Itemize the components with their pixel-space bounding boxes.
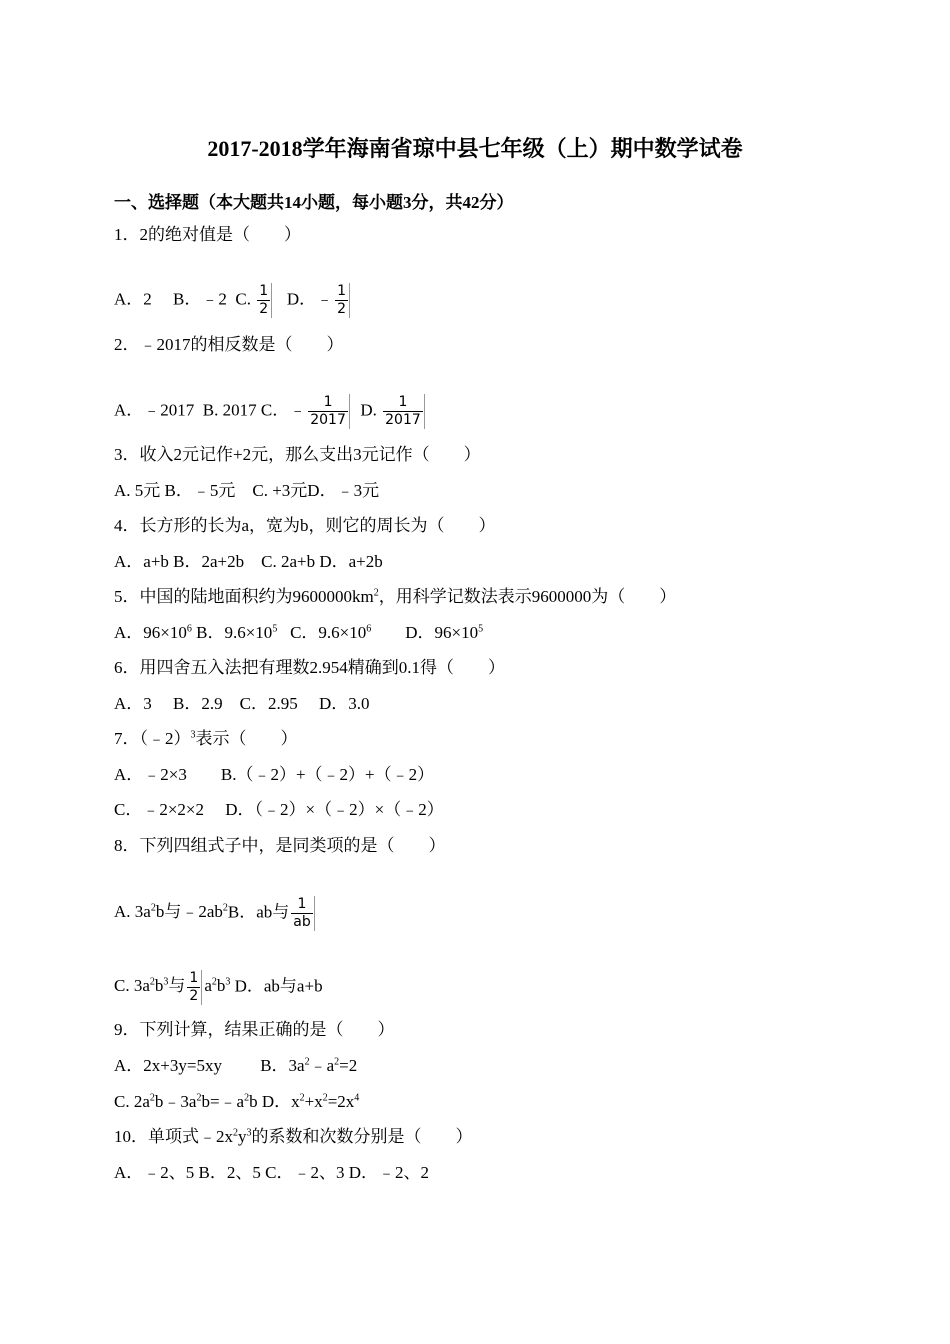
question-2-stem: 2．﹣2017的相反数是（ ）: [114, 335, 344, 354]
question-7-stem: 7．（﹣2）$^3$表示（ ）: [114, 729, 298, 748]
question-9-stem: 9．下列计算，结果正确的是（ ）: [114, 1020, 395, 1039]
question-5-stem: 5．中国的陆地面积约为$9600000km^2$，用科学记数法表示9600000为（ ）: [114, 587, 677, 606]
question-1-options: [114, 283, 352, 318]
option-c: C.: [235, 289, 251, 309]
fraction: $\frac{1}{2}$: [187, 970, 202, 1005]
option-d: D．$96\times 10^5$: [405, 623, 484, 642]
option-a: A．2x+3y=5xy: [114, 1056, 222, 1075]
question-5-options: [114, 622, 483, 644]
question-8-stem: 8．下列四组式子中，是同类项的是（ ）: [114, 836, 446, 855]
question-7-options-cd: C．﹣2×2×2 D．（﹣2）×（﹣2）×（﹣2）: [114, 800, 444, 819]
question-1-stem: 1．2的绝对值是（ ）: [114, 225, 301, 244]
fraction: $\frac{1}{2017}$: [383, 394, 425, 429]
question-4-options: A．a+b B．2a+2b C. 2a+b D．a+2b: [114, 552, 383, 571]
option-b: B．$3a^2﹣a^2=2$: [260, 1056, 358, 1075]
question-7-options-ab: A．﹣2×3 B.（﹣2）+（﹣2）+（﹣2）: [114, 765, 435, 784]
question-3-stem: 3．收入2元记作+2元，那么支出3元记作（ ）: [114, 445, 481, 464]
fraction: $\frac{1}{2}$: [257, 283, 272, 318]
option-b: B．$9.6\times 10^5$: [196, 623, 278, 642]
option-d: D．$x^2+x^2=2x^4$: [261, 1092, 360, 1111]
question-10-options: A．﹣2、5 B．2、5 C．﹣2、3 D．﹣2、2: [114, 1163, 429, 1182]
question-9-options-ab: [114, 1055, 357, 1077]
option-a: A．2: [114, 289, 152, 309]
fraction: $\frac{1}{2}$: [335, 283, 350, 318]
question-6-options: A．3 B．2.9 C．2.95 D．3.0: [114, 694, 370, 713]
option-d: D.: [360, 400, 377, 420]
option-c: C. $3a^2b^3$与 $\frac{1}{2}$ $a^2b^3$: [114, 970, 231, 1004]
option-b: B．﹣2: [173, 289, 227, 309]
option-c: C. $2a^2b﹣3a^2b=﹣a^2b$: [114, 1092, 258, 1111]
question-8-options-cd: [114, 970, 323, 1005]
question-10-stem: 10．单项式$﹣2x^2y^3$的系数和次数分别是（ ）: [114, 1127, 473, 1146]
option-a: A. $3a^2b$与$﹣2ab^2$: [114, 902, 228, 922]
section-heading: 一、选择题（本大题共14小题，每小题3分，共42分）: [114, 193, 514, 212]
option-a: A．$96\times 10^6$: [114, 623, 192, 642]
option-c: C．﹣: [260, 400, 307, 420]
fraction: $\frac{1}{2017}$: [308, 394, 350, 429]
question-2-options: [114, 394, 427, 429]
option-d: D．ab与a+b: [234, 976, 323, 996]
question-8-options-ab: [114, 896, 317, 931]
option-b: B. 2017: [202, 400, 257, 420]
option-c: C．$9.6\times 10^6$: [290, 623, 372, 642]
option-b: B．ab与: [227, 902, 290, 922]
question-4-stem: 4．长方形的长为a，宽为b，则它的周长为（ ）: [114, 516, 496, 535]
question-6-stem: 6．用四舍五入法把有理数2.954精确到0.1得（ ）: [114, 658, 505, 677]
page-title: 2017-2018学年海南省琼中县七年级（上）期中数学试卷: [207, 136, 743, 161]
question-3-options: A. 5元 B．﹣5元 C. +3元D．﹣3元: [114, 481, 380, 500]
option-a: A．﹣2017: [114, 400, 195, 420]
option-d: D．﹣: [286, 289, 334, 309]
fraction: $\frac{1}{ab}$: [291, 896, 314, 931]
question-9-options-cd: [114, 1091, 359, 1113]
